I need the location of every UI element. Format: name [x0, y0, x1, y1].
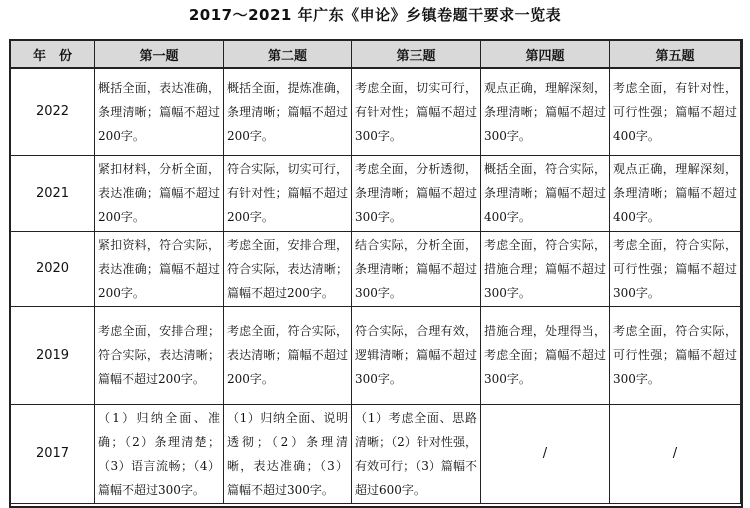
year-cell: 2021: [11, 155, 95, 231]
requirement-cell: 考虑全面，安排合理；符合实际，表达清晰；篇幅不超过200字。: [95, 306, 224, 404]
year-cell: 2022: [11, 68, 95, 155]
requirement-cell: 考虑全面，分析透彻，条理清晰；篇幅不超过300字。: [352, 155, 481, 231]
header-q2: 第二题: [224, 41, 352, 69]
table-row: [11, 155, 741, 231]
requirement-cell: 紧扣材料，分析全面，表达准确；篇幅不超过200字。: [95, 155, 224, 231]
table-row: [11, 231, 741, 306]
requirements-table: [10, 40, 741, 504]
year-cell: 2017: [11, 404, 95, 503]
requirement-cell: 考虑全面，有针对性，可行性强；篇幅不超过400字。: [610, 68, 741, 155]
table-row: [11, 306, 741, 404]
header-year: 年 份: [11, 41, 95, 69]
requirement-cell: 概括全面，符合实际，条理清晰；篇幅不超过400字。: [481, 155, 610, 231]
requirement-cell: 观点正确，理解深刻，条理清晰；篇幅不超过400字。: [610, 155, 741, 231]
requirement-cell: 符合实际，切实可行，有针对性；篇幅不超过200字。: [224, 155, 352, 231]
header-q5: 第五题: [610, 41, 741, 69]
header-q3: 第三题: [352, 41, 481, 69]
empty-cell: /: [610, 404, 741, 503]
table-header-row: [11, 41, 741, 69]
requirement-cell: 考虑全面，符合实际，措施合理；篇幅不超过300字。: [481, 231, 610, 306]
requirement-cell: （1）考虑全面、思路清晰；（2）针对性强，有效可行；（3）篇幅不超过600字。: [352, 404, 481, 503]
requirement-cell: 紧扣资料，符合实际，表达准确；篇幅不超过200字。: [95, 231, 224, 306]
requirement-cell: 观点正确，理解深刻，条理清晰；篇幅不超过300字。: [481, 68, 610, 155]
requirement-cell: 结合实际，分析全面，条理清晰；篇幅不超过300字。: [352, 231, 481, 306]
table-row: [11, 68, 741, 155]
requirement-cell: 考虑全面，安排合理，符合实际，表达清晰；篇幅不超过200字。: [224, 231, 352, 306]
requirement-cell: 考虑全面，符合实际，表达清晰；篇幅不超过200字。: [224, 306, 352, 404]
requirement-cell: 概括全面，提炼准确，条理清晰；篇幅不超过200字。: [224, 68, 352, 155]
empty-cell: /: [481, 404, 610, 503]
header-q4: 第四题: [481, 41, 610, 69]
requirement-cell: 概括全面，表达准确，条理清晰；篇幅不超过200字。: [95, 68, 224, 155]
year-cell: 2020: [11, 231, 95, 306]
requirement-cell: （1）归纳全面、说明透彻；（2）条理清晰，表达准确；（3）篇幅不超过300字。: [224, 404, 352, 503]
requirement-cell: 符合实际，合理有效，逻辑清晰；篇幅不超过300字。: [352, 306, 481, 404]
year-cell: 2019: [11, 306, 95, 404]
table-row: [11, 404, 741, 503]
page-title: 2017～2021 年广东《申论》乡镇卷题干要求一览表: [188, 6, 562, 24]
requirement-cell: 考虑全面，符合实际，可行性强；篇幅不超过300字。: [610, 306, 741, 404]
requirement-cell: 考虑全面，符合实际，可行性强；篇幅不超过300字。: [610, 231, 741, 306]
header-q1: 第一题: [95, 41, 224, 69]
requirement-cell: 措施合理，处理得当，考虑全面；篇幅不超过300字。: [481, 306, 610, 404]
requirement-cell: （1）归纳全面、准确；（2）条理清楚；（3）语言流畅；（4）篇幅不超过300字。: [95, 404, 224, 503]
requirement-cell: 考虑全面，切实可行，有针对性；篇幅不超过300字。: [352, 68, 481, 155]
